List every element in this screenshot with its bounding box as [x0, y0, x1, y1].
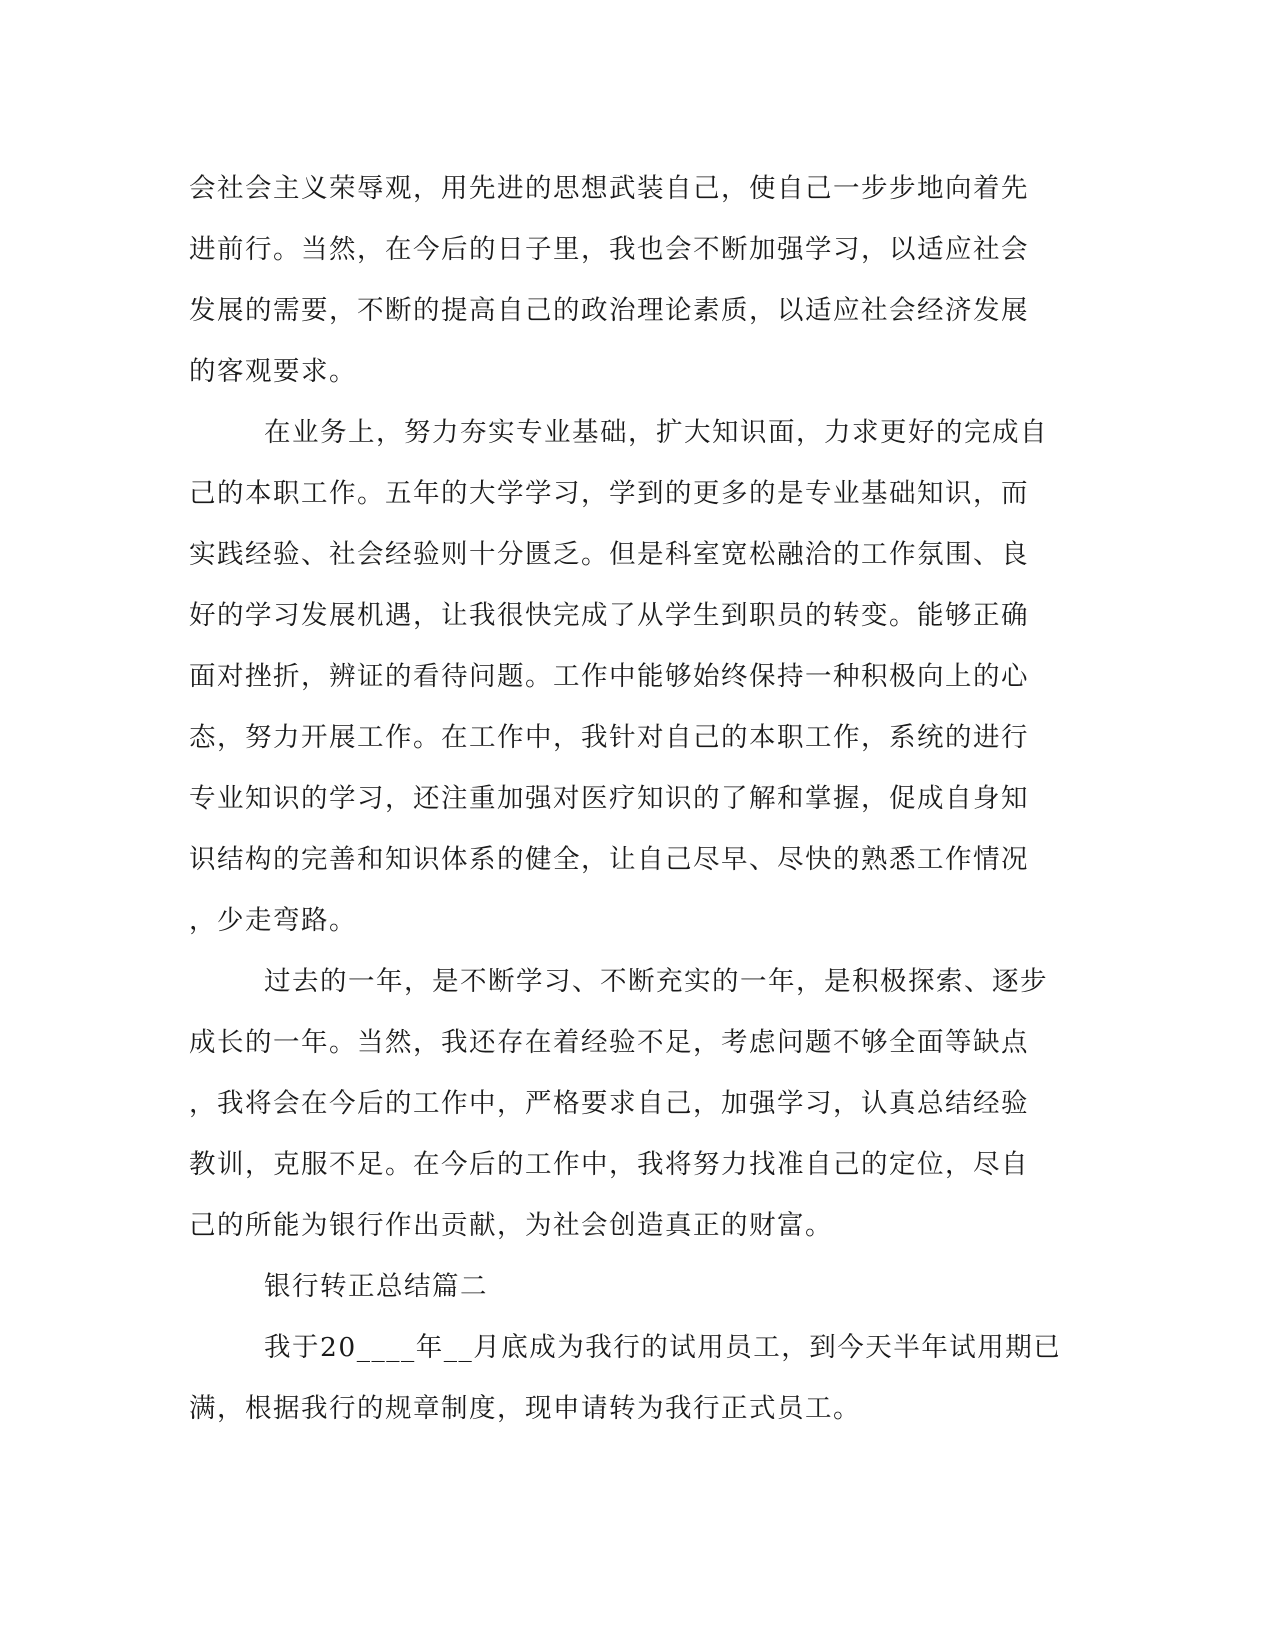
text-line: 进前行。当然，在今后的日子里，我也会不断加强学习，以适应社会 — [189, 234, 1029, 265]
text-line: 发展的需要，不断的提高自己的政治理论素质，以适应社会经济发展 — [189, 295, 1029, 326]
text-line: 专业知识的学习，还注重加强对医疗知识的了解和掌握，促成自身知 — [189, 783, 1029, 814]
text-line: 面对挫折，辨证的看待问题。工作中能够始终保持一种积极向上的心 — [189, 661, 1029, 692]
text-line: 我于20____年__月底成为我行的试用员工，到今天半年试用期已 — [264, 1332, 1062, 1363]
text-line: 满，根据我行的规章制度，现申请转为我行正式员工。 — [189, 1393, 861, 1424]
text-line: ，我将会在今后的工作中，严格要求自己，加强学习，认真总结经验 — [189, 1088, 1029, 1119]
text-line: 己的本职工作。五年的大学学习，学到的更多的是专业基础知识，而 — [189, 478, 1029, 509]
text-line: 在业务上，努力夯实专业基础，扩大知识面，力求更好的完成自 — [264, 417, 1048, 448]
text-line: 识结构的完善和知识体系的健全，让自己尽早、尽快的熟悉工作情况 — [189, 844, 1029, 875]
text-line: 成长的一年。当然，我还存在着经验不足，考虑问题不够全面等缺点 — [189, 1027, 1029, 1058]
body-text — [189, 158, 1089, 1439]
text-line: 过去的一年，是不断学习、不断充实的一年，是积极探索、逐步 — [264, 966, 1048, 997]
text-line: 教训，克服不足。在今后的工作中，我将努力找准自己的定位，尽自 — [189, 1149, 1029, 1180]
text-line: 态，努力开展工作。在工作中，我针对自己的本职工作，系统的进行 — [189, 722, 1029, 753]
text-line: 会社会主义荣辱观，用先进的思想武装自己，使自己一步步地向着先 — [189, 173, 1029, 204]
text-line: 实践经验、社会经验则十分匮乏。但是科室宽松融洽的工作氛围、良 — [189, 539, 1029, 570]
text-line: ，少走弯路。 — [189, 905, 357, 936]
text-line: 银行转正总结篇二 — [264, 1271, 488, 1302]
text-line: 的客观要求。 — [189, 356, 357, 387]
text-line: 好的学习发展机遇，让我很快完成了从学生到职员的转变。能够正确 — [189, 600, 1029, 631]
text-line: 己的所能为银行作出贡献，为社会创造真正的财富。 — [189, 1210, 833, 1241]
